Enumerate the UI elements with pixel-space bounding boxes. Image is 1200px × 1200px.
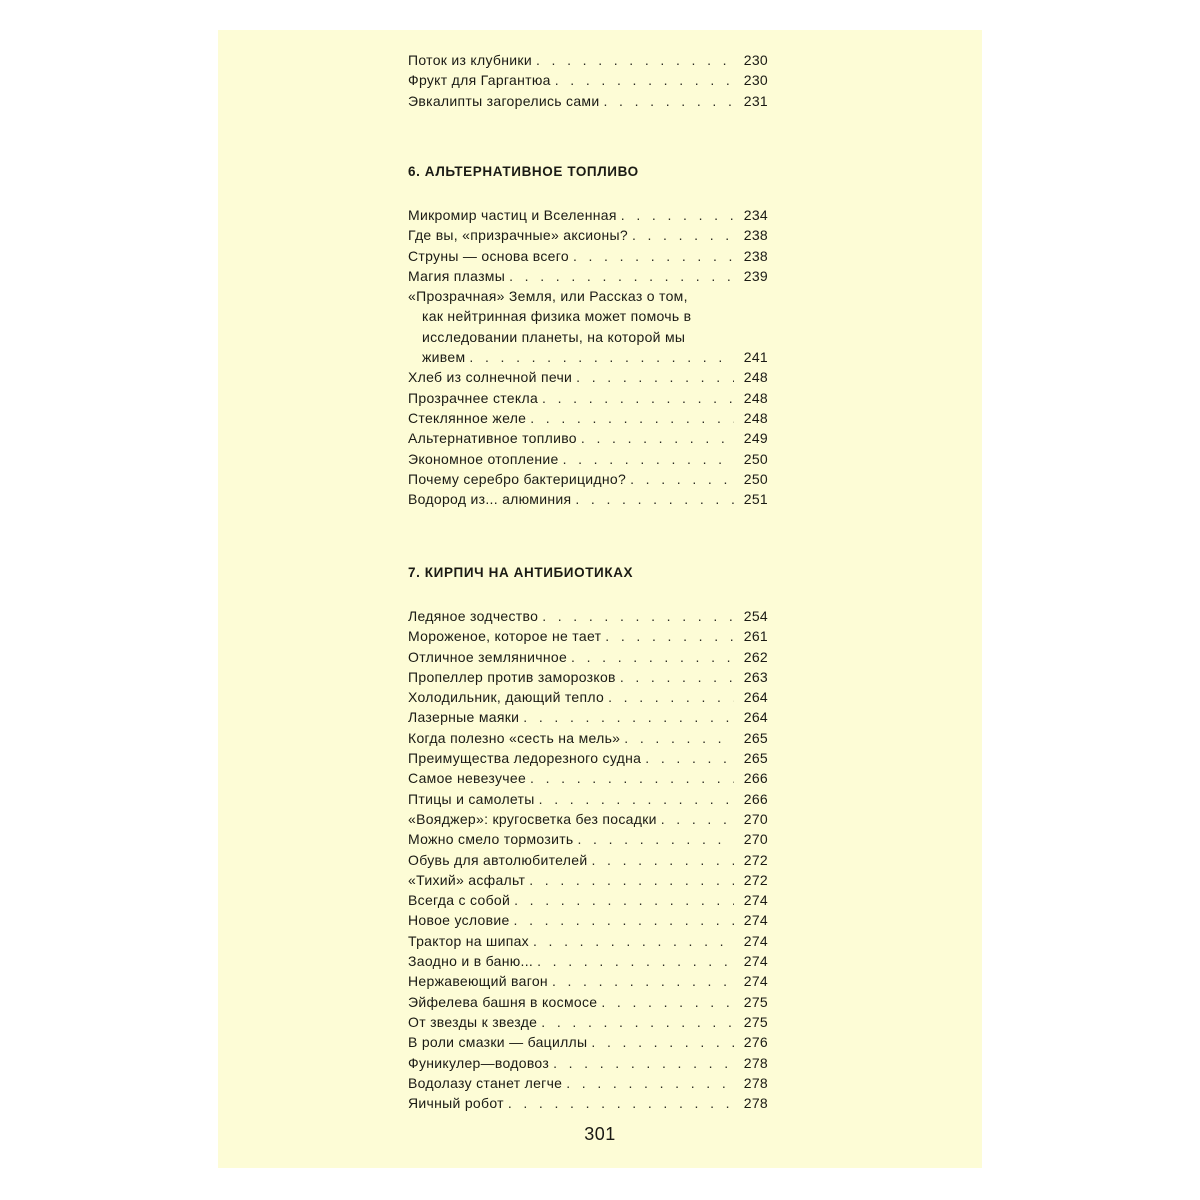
toc-entry <box>408 70 768 90</box>
section-heading-7: 7. КИРПИЧ НА АНТИБИОТИКАХ <box>408 565 634 580</box>
toc-entry-page: 254 <box>743 608 768 624</box>
toc-entry-title: Обувь для автолюбителей <box>408 851 588 868</box>
toc-entry-title: Трактор на шипах <box>408 932 529 949</box>
toc-entry <box>408 748 768 768</box>
toc-entry-title: Где вы, «призрачные» аксионы? <box>408 227 628 244</box>
toc-entry-page: 264 <box>743 709 768 726</box>
toc-entry-page: 263 <box>743 668 768 685</box>
toc-entry <box>408 829 768 849</box>
toc-entry-title: Прозрачнее стекла <box>408 389 539 406</box>
toc-entry-page: 274 <box>743 973 768 990</box>
leader-dots <box>514 890 734 910</box>
toc-entry-title: Струны — основа всего <box>408 247 569 264</box>
toc-entry-line: «Прозрачная» Земля, или Рассказ о том, <box>408 288 688 305</box>
toc-entry-page: 262 <box>743 648 768 665</box>
toc-entry-page: 278 <box>743 1095 768 1112</box>
toc-entry-page: 248 <box>743 409 768 426</box>
leader-dots <box>591 1032 734 1052</box>
toc-entry <box>408 768 768 788</box>
toc-entry-page: 248 <box>743 369 768 386</box>
toc-entry-page: 275 <box>743 1013 768 1030</box>
toc-list-section-7 <box>408 606 768 1113</box>
toc-entry-page: 274 <box>743 953 768 970</box>
toc-entry <box>408 266 768 286</box>
toc-entry <box>408 225 768 245</box>
toc-entry-page: 278 <box>743 1074 768 1091</box>
toc-entry-page: 266 <box>743 770 768 787</box>
leader-dots <box>536 50 734 70</box>
leader-dots <box>571 647 734 667</box>
toc-entry <box>408 388 768 408</box>
leader-dots <box>530 408 734 428</box>
toc-entry-title: Эйфелева башня в космосе <box>408 993 598 1010</box>
toc-entry-page: 238 <box>743 247 768 264</box>
toc-entry-page: 265 <box>743 729 768 746</box>
toc-entry-title: Альтернативное топливо <box>408 430 577 447</box>
toc-entry <box>408 870 768 890</box>
toc-entry <box>408 489 768 509</box>
toc-entry <box>408 205 768 225</box>
toc-entry <box>408 971 768 991</box>
toc-entry-multiline <box>408 286 768 367</box>
toc-entry-last-line <box>408 347 768 367</box>
toc-entry-title: Стеклянное желе <box>408 409 527 426</box>
toc-entry <box>408 1053 768 1073</box>
toc-entry-page: 272 <box>743 851 768 868</box>
toc-entry <box>408 449 768 469</box>
toc-entry-page: 241 <box>743 349 768 366</box>
toc-entry-page: 234 <box>743 207 768 223</box>
toc-entry-page: 230 <box>743 72 768 89</box>
toc-entry-page: 238 <box>743 227 768 244</box>
toc-entry-title: «Тихий» асфальт <box>408 871 526 888</box>
leader-dots <box>573 246 734 266</box>
leader-dots <box>553 1053 734 1073</box>
toc-entry <box>408 469 768 489</box>
leader-dots <box>542 388 734 408</box>
leader-dots <box>469 347 734 367</box>
toc-entry-title: Фуникулер—водовоз <box>408 1054 550 1071</box>
toc-entry <box>408 606 768 626</box>
toc-entry-page: 270 <box>743 831 768 848</box>
leader-dots <box>563 449 734 469</box>
toc-entry-title: Хлеб из солнечной печи <box>408 369 573 386</box>
leader-dots <box>566 1073 734 1093</box>
toc-entry-title: Можно смело тормозить <box>408 831 574 848</box>
leader-dots <box>591 850 734 870</box>
toc-entry <box>408 246 768 266</box>
leader-dots <box>555 70 734 90</box>
leader-dots <box>542 606 734 626</box>
leader-dots <box>576 367 734 387</box>
toc-entry-title: Магия плазмы <box>408 267 506 284</box>
toc-entry <box>408 1093 768 1113</box>
toc-entry <box>408 647 768 667</box>
toc-entry-page: 278 <box>743 1054 768 1071</box>
toc-entry-page: 274 <box>743 932 768 949</box>
toc-entry-title: Новое условие <box>408 912 510 929</box>
leader-dots <box>523 707 734 727</box>
leader-dots <box>533 931 734 951</box>
toc-entry-title: Водород из... алюминия <box>408 491 572 508</box>
leader-dots <box>645 748 734 768</box>
toc-entry-title: Микромир частиц и Вселенная <box>408 207 617 223</box>
toc-entry <box>408 951 768 971</box>
toc-entry-page: 261 <box>743 628 768 645</box>
toc-entry <box>408 910 768 930</box>
toc-entry-page: 248 <box>743 389 768 406</box>
toc-entry-title: Поток из клубники <box>408 52 532 68</box>
toc-entry-title: Птицы и самолеты <box>408 790 535 807</box>
toc-entry-page: 230 <box>743 52 768 68</box>
toc-entry <box>408 1012 768 1032</box>
leader-dots <box>581 428 734 448</box>
leader-dots <box>541 1012 734 1032</box>
toc-entry-title: Преимущества ледорезного судна <box>408 750 642 767</box>
leader-dots <box>624 728 734 748</box>
toc-entry <box>408 1073 768 1093</box>
toc-entry-line: исследовании планеты, на которой мы <box>422 328 686 345</box>
toc-entry-title: Пропеллер против заморозков <box>408 668 616 685</box>
toc-entry <box>408 890 768 910</box>
toc-entry-title: Водолазу станет легче <box>408 1074 563 1091</box>
toc-entry-page: 251 <box>743 491 768 508</box>
leader-dots <box>621 205 734 225</box>
leader-dots <box>530 768 734 788</box>
toc-entry-page: 275 <box>743 993 768 1010</box>
toc-entry <box>408 50 768 70</box>
toc-entry-title: Почему серебро бактерицидно? <box>408 470 627 487</box>
toc-entry <box>408 687 768 707</box>
toc-entry <box>408 367 768 387</box>
leader-dots <box>537 951 734 971</box>
toc-entry-title: Лазерные маяки <box>408 709 520 726</box>
toc-entry <box>408 1032 768 1052</box>
toc-entry-page: 231 <box>743 92 768 109</box>
leader-dots <box>632 225 734 245</box>
leader-dots <box>509 266 734 286</box>
toc-entry-page: 264 <box>743 689 768 706</box>
toc-entry-title: Самое невезучее <box>408 770 527 787</box>
toc-entry-title: Нержавеющий вагон <box>408 973 548 990</box>
toc-entry-title: Яичный робот <box>408 1095 504 1112</box>
toc-entry-page: 276 <box>743 1034 768 1051</box>
toc-entry <box>408 789 768 809</box>
leader-dots <box>620 667 734 687</box>
toc-entry-title: Заодно и в баню... <box>408 953 534 970</box>
leader-dots <box>603 91 734 111</box>
toc-entry-title: От звезды к звезде <box>408 1013 538 1030</box>
toc-entry <box>408 850 768 870</box>
toc-entry <box>408 728 768 748</box>
toc-entry-page: 265 <box>743 750 768 767</box>
leader-dots <box>578 829 735 849</box>
toc-entry-page: 239 <box>743 267 768 284</box>
leader-dots <box>529 870 734 890</box>
toc-entry <box>408 931 768 951</box>
toc-entry-page: 272 <box>743 871 768 888</box>
toc-entry <box>408 626 768 646</box>
toc-entry <box>408 809 768 829</box>
toc-entry-title: «Вояджер»: кругосветка без посадки <box>408 810 657 827</box>
toc-entry-page: 250 <box>743 450 768 467</box>
toc-entry-title: Всегда с собой <box>408 892 511 909</box>
leader-dots <box>539 789 734 809</box>
toc-entry-title: Эвкалипты загорелись сами <box>408 92 600 109</box>
toc-list-section-6 <box>408 205 768 509</box>
section-heading-6: 6. АЛЬТЕРНАТИВНОЕ ТОПЛИВО <box>408 164 639 179</box>
toc-entry-title: живем <box>422 349 466 366</box>
leader-dots <box>601 992 734 1012</box>
toc-entry-title: Когда полезно «сесть на мель» <box>408 729 621 746</box>
toc-entry-title: Экономное отопление <box>408 450 559 467</box>
toc-entry-title: Холодильник, дающий тепло <box>408 689 605 706</box>
toc-entry-title: Фрукт для Гаргантюа <box>408 72 551 89</box>
leader-dots <box>605 626 734 646</box>
toc-entry <box>408 707 768 727</box>
toc-entry <box>408 408 768 428</box>
leader-dots <box>552 971 734 991</box>
leader-dots <box>630 469 734 489</box>
toc-entry-page: 274 <box>743 892 768 909</box>
toc-list-top <box>408 50 768 111</box>
leader-dots <box>661 809 734 829</box>
toc-entry-page: 266 <box>743 790 768 807</box>
toc-entry-line: как нейтринная физика может помочь в <box>422 308 692 325</box>
toc-entry-title: Ледяное зодчество <box>408 608 539 624</box>
toc-entry <box>408 428 768 448</box>
toc-entry <box>408 91 768 111</box>
toc-entry-page: 274 <box>743 912 768 929</box>
toc-entry-page: 270 <box>743 810 768 827</box>
toc-entry-title: Отличное земляничное <box>408 648 568 665</box>
leader-dots <box>608 687 734 707</box>
leader-dots <box>575 489 734 509</box>
toc-entry <box>408 992 768 1012</box>
page-number: 301 <box>584 1124 616 1144</box>
toc-entry-page: 250 <box>743 470 768 487</box>
book-page <box>218 30 982 1168</box>
toc-entry-page: 249 <box>743 430 768 447</box>
toc-entry <box>408 667 768 687</box>
toc-entry-title: В роли смазки — бациллы <box>408 1034 588 1051</box>
leader-dots <box>514 910 734 930</box>
leader-dots <box>508 1093 734 1113</box>
toc-entry-title: Мороженое, которое не тает <box>408 628 602 645</box>
